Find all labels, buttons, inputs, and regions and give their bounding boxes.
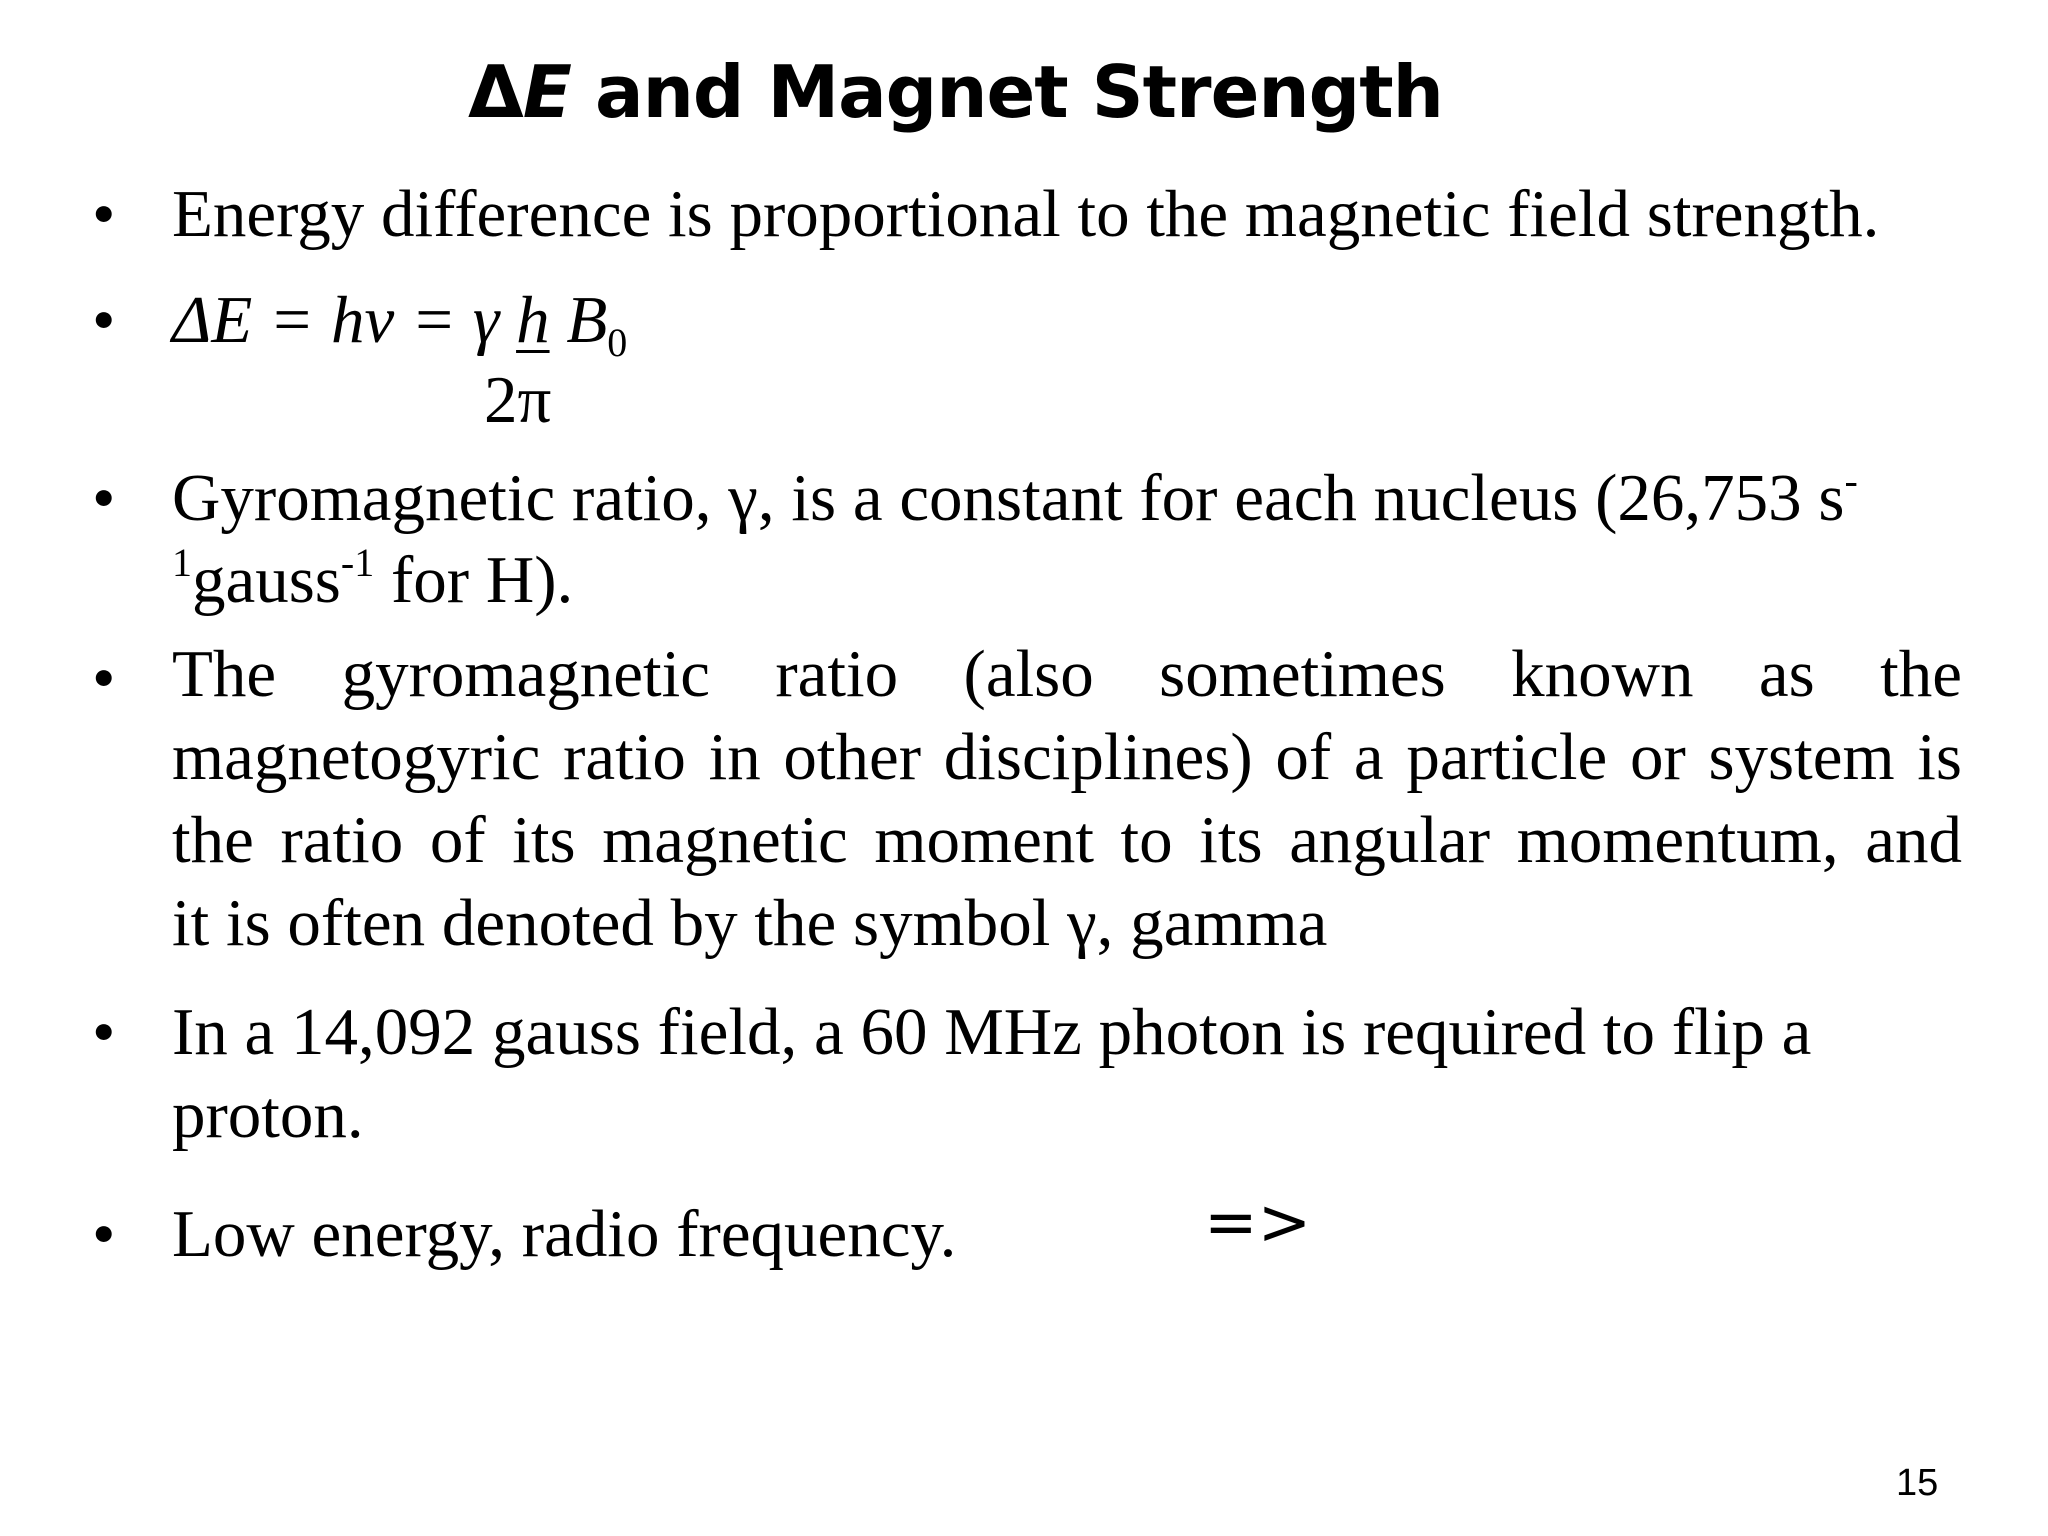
- gyro-definition-line4: it is often denoted by the symbol γ, gamma: [172, 886, 1328, 960]
- title-text: and Magnet Strength: [570, 50, 1443, 134]
- equation-lhs: ΔE = hν = γ: [172, 283, 500, 357]
- bullet-low-energy: Low energy, radio frequency.: [172, 1197, 957, 1271]
- gyro-definition-line2: magnetogyric ratio in other disciplines) of a particle or system is: [172, 720, 1962, 794]
- gyro-definition-line3: the ratio of its magnetic moment to its angular momentum, and: [172, 803, 1962, 877]
- bullet-dot: •: [92, 177, 116, 251]
- bullet-gyromagnetic-line1: [172, 460, 1858, 537]
- equation-denominator: 2π: [484, 363, 552, 437]
- equation-delta-e: [172, 282, 628, 365]
- gyro-line1-text: Gyromagnetic ratio, γ, is a constant for each nucleus (26,753 s: [172, 461, 1845, 535]
- title-delta: Δ: [468, 50, 523, 134]
- bullet-photon-line1: In a 14,092 gauss field, a 60 MHz photon is required to flip a: [172, 995, 1812, 1069]
- slide-title: [468, 42, 1443, 142]
- bullet-dot: •: [92, 1197, 116, 1271]
- next-arrow: =>: [1204, 1186, 1312, 1260]
- title-variable: E: [522, 50, 571, 134]
- bullet-dot: •: [92, 995, 116, 1069]
- equation-h-numerator: h: [516, 283, 550, 357]
- gyro-gauss: gauss: [192, 543, 341, 617]
- bullet-photon-line2: proton.: [172, 1078, 364, 1152]
- gyro-sup-one: 1: [172, 540, 192, 585]
- bullet-dot: •: [92, 461, 116, 535]
- bullet-dot: •: [92, 641, 116, 715]
- equation-b: B: [566, 283, 608, 357]
- gyro-sup-minus: -: [1844, 458, 1858, 503]
- gyro-sup-neg-one: -1: [340, 540, 375, 585]
- bullet-dot: •: [92, 283, 116, 357]
- gyro-definition-line1: The gyromagnetic ratio (also sometimes known as the: [172, 637, 1962, 711]
- equation-b-subscript: 0: [607, 320, 628, 365]
- bullet-energy-difference: Energy difference is proportional to the magnetic field strength.: [172, 177, 1880, 251]
- bullet-gyromagnetic-line2: [172, 542, 573, 619]
- gyro-end: for H).: [374, 543, 574, 617]
- page-number: 15: [1896, 1462, 1939, 1504]
